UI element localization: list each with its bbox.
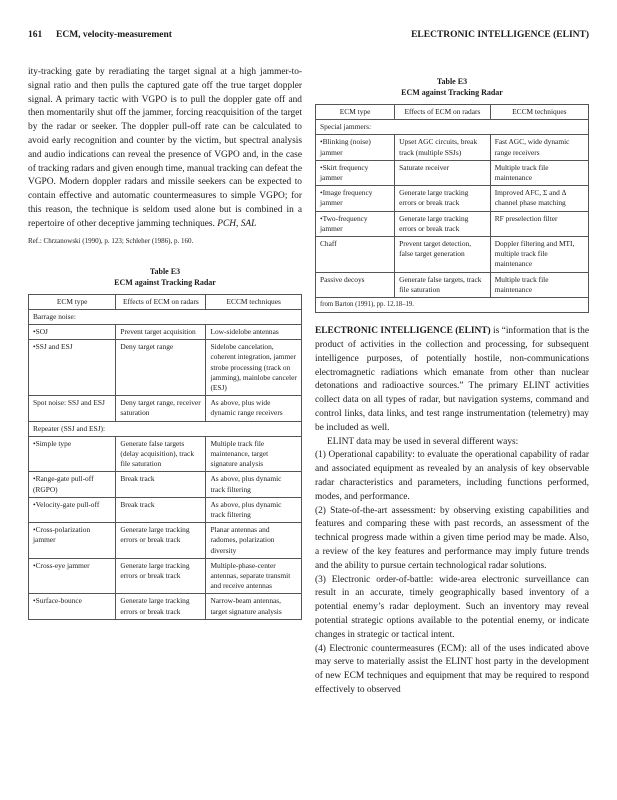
effects-cell: Prevent target detection, false target generation	[395, 237, 491, 273]
eccm-cell: As above, plus dynamic track filtering	[206, 472, 302, 497]
reference-line: Ref.: Chrzanowski (1990), p. 123; Schleher (1986), p. 160.	[28, 236, 194, 245]
ecm-type-cell: • SOJ	[29, 324, 116, 339]
ecm-type-cell: • Cross-polarization jammer	[29, 523, 116, 559]
eccm-cell: Multiple track file maintenance	[490, 160, 588, 185]
table-row	[29, 558, 302, 594]
header-ecm-type: ECM type	[316, 105, 395, 120]
eccm-cell: Improved AFC, Σ and Δ channel phase matching	[490, 186, 588, 211]
elint-use-item: (3) Electronic order-of-battle: wide-area electronic surveillance can result in an accurate, timely geographically based inventory of a potential enemy’s radar deployment. Such an inventory may reveal potential strategic options available to the potential enemy, or indicate changes in strategic or tactical intent.	[315, 574, 589, 640]
ecm-type-cell: • Range-gate pull-off (RGPO)	[29, 472, 116, 497]
table-row	[316, 272, 589, 297]
table-header-row	[316, 105, 589, 120]
table-row	[316, 160, 589, 185]
section-row	[316, 120, 589, 135]
right-column	[315, 76, 589, 698]
eccm-cell: Multiple-phase-center antennas, separate transmit and receive antennas	[206, 558, 302, 594]
elint-intro: is “information that is the product of activities in the collection and processing, for subsequent intelligence purposes, of potentially hostile, non-communications electromagnetic radiations which emanate from other than nuclear detonations and radioactive sources.” The primary ELINT activities collect data on all types of radar, but navigation systems, command and control links, data links, and test range instrumentation (telemetry) may be included as well.	[315, 326, 589, 433]
section-title-cell: Barrage noise:	[29, 309, 302, 324]
ecm-type-cell: • Image frequency jammer	[316, 186, 395, 211]
effects-cell: Generate large tracking errors or break track	[395, 186, 491, 211]
eccm-cell: Narrow-beam antennas, target signature analysis	[206, 594, 302, 619]
effects-cell: Break track	[116, 497, 206, 522]
elint-use-item: (4) Electronic countermeasures (ECM): all of the uses indicated above may serve to materially assist the ELINT host party in the development of new ECM techniques and equipment that may be required to respond effectively to observed	[315, 643, 589, 695]
effects-cell: Generate large tracking errors or break track	[116, 594, 206, 619]
effects-cell: Upset AGC circuits, break track (multiple SSJs)	[395, 135, 491, 160]
elint-use-item: (1) Operational capability: to evaluate the operational capability of radar and associated equipment as revealed by an analysis of key observable radar characteristics and parameters, including functions performed, modes, and performance.	[315, 450, 589, 502]
table-header-row	[29, 294, 302, 309]
author-initials: PCH, SAL	[217, 218, 257, 229]
effects-cell: Deny target range	[116, 340, 206, 396]
table-row	[29, 472, 302, 497]
section-title-cell: Repeater (SSJ and ESJ):	[29, 421, 302, 436]
eccm-cell: As above, plus wide dynamic range receivers	[206, 396, 302, 421]
table-row	[29, 497, 302, 522]
vgpo-text: ity-tracking gate by reradiating the target signal at a high jammer-to-signal ratio and then pulls the captured gate off the true target doppler signal. A primary tactic with VGPO is to pull the doppler gate off and then momentarily shut off the jammer, forcing reacquisition of the target by the radar or seeker. The doppler pull-off rate can be calculated to avoid early recognition and counter by the victim, but spectral analysis and audio indications can reveal the presence of VGPO and, in the case of tracking radars and given enough time, manual tracking can defeat the VGPO. Modern doppler radars and missile seekers can be expected to contain effective and automatic countermeasures to simple VGPO; for this reason, the technique is seldom used alone but is combined in a repertoire of other deceptive jamming techniques.	[28, 67, 302, 229]
header-eccm: ECCM techniques	[206, 294, 302, 309]
section-row	[29, 309, 302, 324]
ecm-table-right	[315, 104, 589, 313]
table-title: ECM against Tracking Radar	[114, 277, 216, 287]
table-row	[29, 523, 302, 559]
effects-cell: Generate large tracking errors or break track	[116, 523, 206, 559]
effects-cell: Saturate receiver	[395, 160, 491, 185]
table-caption	[315, 76, 589, 98]
table-row	[29, 396, 302, 421]
effects-cell: Generate false targets (delay acquisition), track file saturation	[116, 436, 206, 472]
ecm-type-cell: Passive decoys	[316, 272, 395, 297]
section-title-cell: Special jammers:	[316, 120, 589, 135]
eccm-cell: Multiple track file maintenance, target signature analysis	[206, 436, 302, 472]
ecm-type-cell: • Skirt frequency jammer	[316, 160, 395, 185]
effects-cell: Generate large tracking errors or break track	[395, 211, 491, 236]
ecm-table-left	[28, 294, 302, 620]
table-row	[29, 594, 302, 619]
eccm-cell: Doppler filtering and MTI, multiple track file maintenance	[490, 237, 588, 273]
table-row	[316, 135, 589, 160]
entry-term: ELECTRONIC INTELLIGENCE (ELINT)	[315, 326, 491, 337]
effects-cell: Generate false targets, track file saturation	[395, 272, 491, 297]
eccm-cell: Fast AGC, wide dynamic range receivers	[490, 135, 588, 160]
effects-cell: Prevent target acquisition	[116, 324, 206, 339]
ecm-type-cell: • Simple type	[29, 436, 116, 472]
ecm-type-cell: • Two-frequency jammer	[316, 211, 395, 236]
table-row	[29, 340, 302, 396]
section-row	[29, 421, 302, 436]
left-column	[28, 66, 302, 620]
eccm-cell: Multiple track file maintenance	[490, 272, 588, 297]
table-label: Table E3	[436, 77, 468, 86]
page-number: 161	[28, 30, 43, 40]
table-note: from Barton (1991), pp. 12.18–19.	[316, 298, 589, 313]
table-row	[316, 237, 589, 273]
header-effects: Effects of ECM on radars	[395, 105, 491, 120]
ecm-type-cell: Spot noise: SSJ and ESJ	[29, 396, 116, 421]
table-row	[29, 324, 302, 339]
effects-cell: Deny target range, receiver saturation	[116, 396, 206, 421]
vgpo-paragraph	[28, 66, 302, 232]
eccm-cell: As above, plus dynamic track filtering	[206, 497, 302, 522]
section-title: ELECTRONIC INTELLIGENCE (ELINT)	[411, 30, 589, 40]
ecm-type-cell: Chaff	[316, 237, 395, 273]
table-title: ECM against Tracking Radar	[401, 88, 503, 97]
table-note-row	[316, 298, 589, 313]
table-row	[316, 186, 589, 211]
header-ecm-type: ECM type	[29, 294, 116, 309]
ecm-type-cell: • Blinking (noise) jammer	[316, 135, 395, 160]
running-title: ECM, velocity-measurement	[56, 30, 172, 40]
page-header	[28, 30, 589, 44]
eccm-cell: RF preselection filter	[490, 211, 588, 236]
elint-use-item: (2) State-of-the-art assessment: by observing existing capabilities and features and comparing these with past records, an assessment of the technical progress made within a given time period may be made. Also, a review of the key features and performance may imply future trends and the ability to pursue certain technological radar solutions.	[315, 505, 589, 571]
ecm-type-cell: • Velocity-gate pull-off	[29, 497, 116, 522]
eccm-cell: Sidelobe cancelation, coherent integration, jammer strobe processing (track on jamming), mainlobe canceler (ESJ)	[206, 340, 302, 396]
elint-definition	[315, 325, 589, 435]
table-row	[29, 436, 302, 472]
ecm-type-cell: • Surface-bounce	[29, 594, 116, 619]
eccm-cell: Low-sidelobe antennas	[206, 324, 302, 339]
elint-uses-intro: ELINT data may be used in several different ways:	[327, 436, 519, 447]
ecm-type-cell: • Cross-eye jammer	[29, 558, 116, 594]
effects-cell: Generate large tracking errors or break track	[116, 558, 206, 594]
table-caption	[28, 266, 302, 288]
eccm-cell: Planar antennas and radomes, polarization diversity	[206, 523, 302, 559]
table-label: Table E3	[149, 266, 181, 276]
header-effects: Effects of ECM on radars	[116, 294, 206, 309]
effects-cell: Break track	[116, 472, 206, 497]
table-row	[316, 211, 589, 236]
ecm-type-cell: • SSJ and ESJ	[29, 340, 116, 396]
header-eccm: ECCM techniques	[490, 105, 588, 120]
